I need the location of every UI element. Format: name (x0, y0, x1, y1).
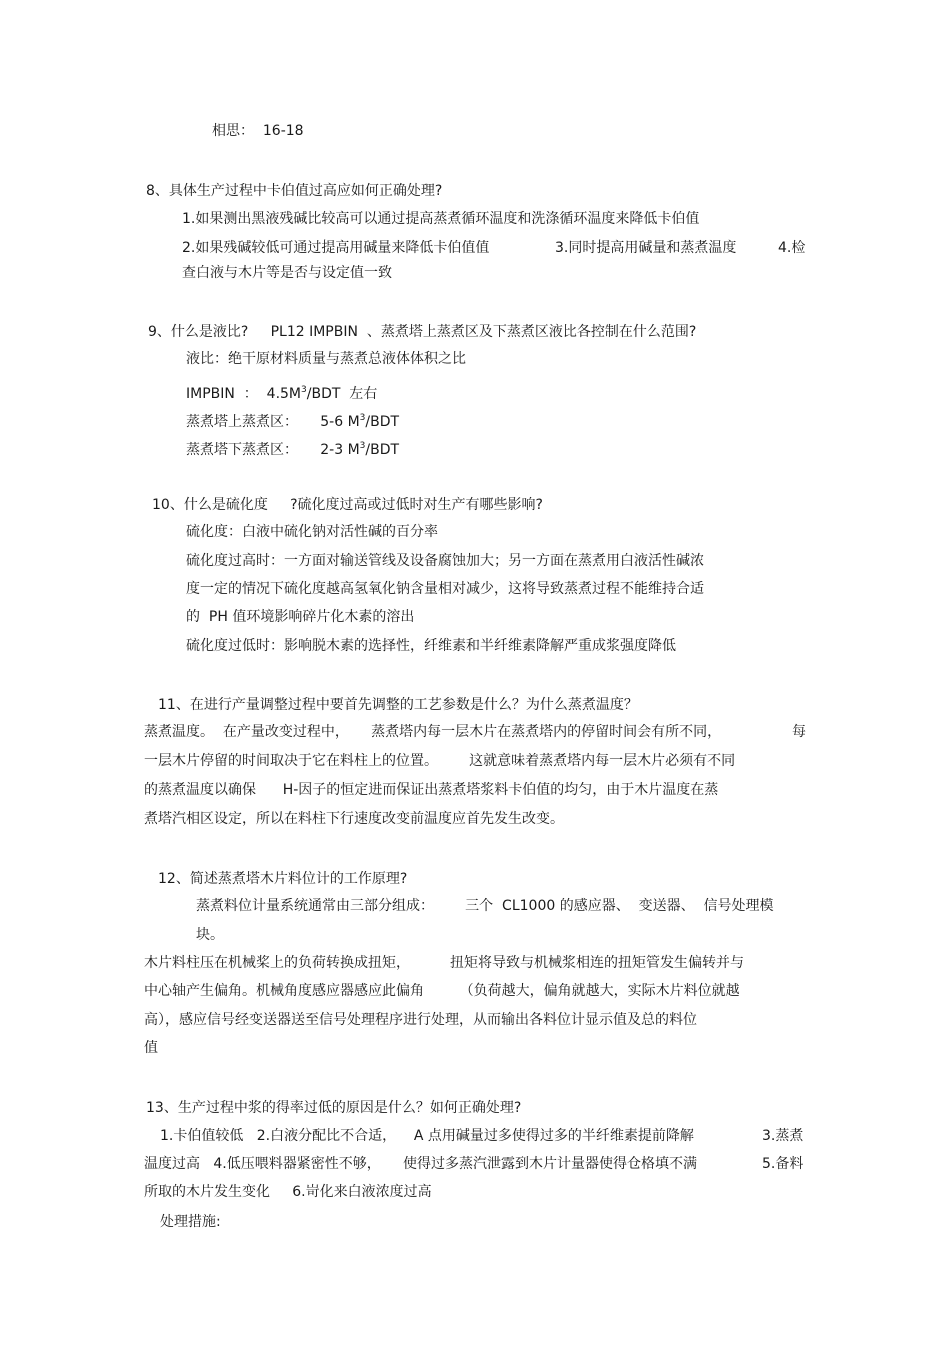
text-line: 木片料柱压在机械桨上的负荷转换成扭矩， 扭矩将导致与机械浆相连的扭矩管发生偏转并与 (144, 955, 745, 971)
text-line: 处理措施: (160, 1214, 221, 1230)
text-line: 1.如果测出黑液残碱比较高可以通过提高蒸煮循环温度和洗涤循环温度来降低卡伯值 (182, 211, 700, 227)
text-line: 5.备料 (762, 1156, 804, 1172)
text-line: 3.同时提高用碱量和蒸煮温度 (555, 240, 737, 256)
text-line: 中心轴产生偏角。机械角度感应器感应此偏角 （负荷越大，偏角就越大，实际木片料位就越 (144, 983, 740, 999)
text-line: 1.卡伯值较低 2.白液分配比不合适， A 点用碱量过多使得过多的半纤维素提前降解 (160, 1128, 694, 1144)
text-line: 值 (144, 1040, 158, 1056)
text-line: 蒸煮料位计量系统通常由三部分组成： 三个 CL1000 的感应器、 变送器、 信号处理模 (196, 898, 774, 914)
text-line: 液比：绝干原材料质量与蒸煮总液体体积之比 (186, 351, 466, 367)
text-line: 蒸煮塔下蒸煮区： 2-3 $M^3$/BDT (186, 441, 400, 458)
question-heading: 8、具体生产过程中卡伯值过高应如何正确处理? (146, 183, 443, 199)
text-line: 3.蒸煮 (762, 1128, 804, 1144)
question-heading: 10、什么是硫化度 ?硫化度过高或过低时对生产有哪些影响? (152, 497, 543, 513)
text-line: 硫化度过高时：一方面对输送管线及设备腐蚀加大；另一方面在蒸煮用白液活性碱浓 (186, 553, 704, 569)
question-heading: 9、什么是液比? PL12 IMPBIN 、蒸煮塔上蒸煮区及下蒸煮区液比各控制在什么范围? (148, 324, 697, 340)
text-line: 相思： 16-18 (212, 123, 304, 139)
text-line: IMPBIN ： $4.5M^3$/BDT 左右 (186, 385, 378, 402)
text-line: 的蒸煮温度以确保 H-因子的恒定进而保证出蒸煮塔浆料卡伯值的均匀，由于木片温度在蒸 (144, 782, 719, 798)
text-line: 查白液与木片等是否与设定值一致 (182, 265, 392, 281)
text-line: 度一定的情况下硫化度越高氢氧化钠含量相对减少，这将导致蒸煮过程不能维持合适 (186, 581, 704, 597)
question-heading: 12、简述蒸煮塔木片料位计的工作原理? (158, 871, 408, 887)
text-line: 蒸煮温度。 在产量改变过程中， 蒸煮塔内每一层木片在蒸煮塔内的停留时间会有所不同， (144, 724, 722, 740)
text-line: 高），感应信号经变送器送至信号处理程序进行处理，从而输出各料位计显示值及总的料位 (144, 1012, 697, 1028)
text-line: 温度过高 4.低压喂料器紧密性不够， 使得过多蒸汽泄露到木片计量器使得仓格填不满 (144, 1156, 697, 1172)
text-line: 一层木片停留的时间取决于它在料柱上的位置。 这就意味着蒸煮塔内每一层木片必须有不同 (144, 753, 736, 769)
question-heading: 11、在进行产量调整过程中要首先调整的工艺参数是什么？为什么蒸煮温度？ (158, 697, 638, 713)
text-line: 每 (792, 724, 806, 740)
question-heading: 13、生产过程中浆的得率过低的原因是什么？如何正确处理? (146, 1100, 522, 1116)
text-line: 蒸煮塔上蒸煮区： 5-6 $M^3$/BDT (186, 413, 400, 430)
text-line: 所取的木片发生变化 6.岢化来白液浓度过高 (144, 1184, 432, 1200)
text-line: 的 PH 值环境影响碎片化木素的溶出 (186, 609, 415, 625)
text-line: 4.检 (778, 240, 806, 256)
text-line: 煮塔汽相区设定，所以在料柱下行速度改变前温度应首先发生改变。 (144, 811, 564, 827)
text-line: 硫化度过低时：影响脱木素的选择性，纤维素和半纤维素降解严重成浆强度降低 (186, 638, 676, 654)
text-line: 块。 (196, 927, 224, 943)
text-line: 2.如果残碱较低可通过提高用碱量来降低卡伯值值 (182, 240, 490, 256)
text-line: 硫化度：白液中硫化钠对活性碱的百分率 (186, 524, 438, 540)
